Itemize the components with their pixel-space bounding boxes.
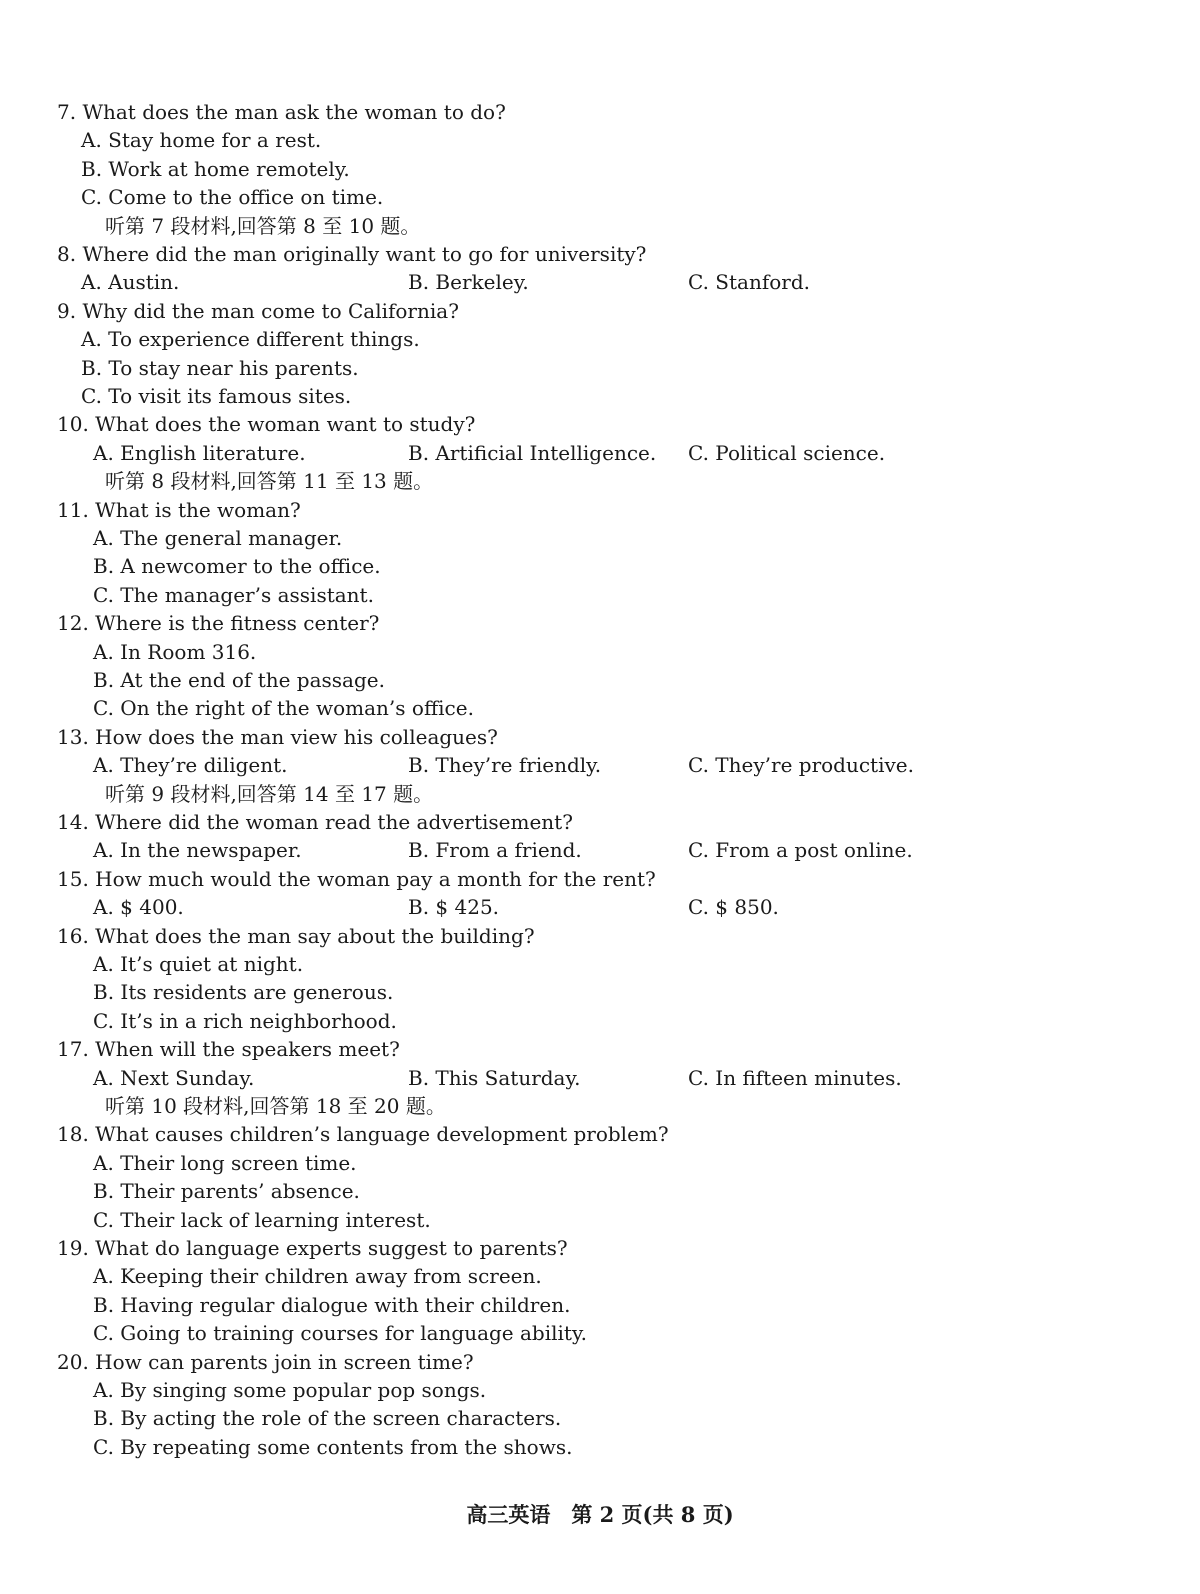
answer-option: C. It’s in a rich neighborhood. xyxy=(93,1008,397,1033)
answer-option: C. Stanford. xyxy=(688,270,811,295)
answer-option: A. In Room 316. xyxy=(93,639,257,664)
answer-option: B. $ 425. xyxy=(408,895,500,920)
question-text: 19. What do language experts suggest to parents? xyxy=(57,1236,568,1260)
answer-option: B. At the end of the passage. xyxy=(93,668,385,692)
answer-option: A. It’s quiet at night. xyxy=(93,952,304,976)
answer-option: A. Stay home for a rest. xyxy=(81,128,322,153)
answer-option: B. To stay near his parents. xyxy=(81,355,359,380)
answer-option: A. By singing some popular pop songs. xyxy=(93,1378,487,1402)
answer-option: B. They’re friendly. xyxy=(408,753,602,778)
answer-option: C. From a post online. xyxy=(688,838,913,863)
answer-option: B. Work at home remotely. xyxy=(81,156,350,181)
question-text: 7. What does the man ask the woman to do? xyxy=(57,100,506,124)
question-text: 9. Why did the man come to California? xyxy=(57,298,459,323)
question-text: 14. Where did the woman read the advertisement? xyxy=(57,810,573,834)
question-text: 17. When will the speakers meet? xyxy=(57,1037,400,1062)
answer-option: A. $ 400. xyxy=(93,895,184,920)
answer-option: B. Their parents’ absence. xyxy=(93,1179,360,1204)
question-text: 10. What does the woman want to study? xyxy=(57,412,476,437)
question-text: 16. What does the man say about the building? xyxy=(57,923,535,948)
question-text: 18. What causes children’s language development problem? xyxy=(57,1122,669,1147)
section-instruction: 听第 9 段材料,回答第 14 至 17 题。 xyxy=(105,781,434,806)
answer-option: B. Having regular dialogue with their children. xyxy=(93,1292,571,1317)
answer-option: B. By acting the role of the screen characters. xyxy=(93,1406,562,1431)
answer-option: C. Their lack of learning interest. xyxy=(93,1207,431,1232)
answer-option: B. This Saturday. xyxy=(408,1065,581,1090)
answer-option: B. From a friend. xyxy=(408,838,582,863)
question-text: 13. How does the man view his colleagues? xyxy=(57,724,498,749)
answer-option: A. Their long screen time. xyxy=(93,1150,357,1175)
section-instruction: 听第 10 段材料,回答第 18 至 20 题。 xyxy=(105,1094,446,1118)
answer-option: B. Berkeley. xyxy=(408,270,529,295)
question-text: 8. Where did the man originally want to go for university? xyxy=(57,242,647,266)
answer-option: A. Austin. xyxy=(81,270,180,295)
answer-option: C. On the right of the woman’s office. xyxy=(93,696,474,721)
page-footer: 高三英语 第 2 页(共 8 页) xyxy=(466,1502,734,1527)
answer-option: C. $ 850. xyxy=(688,895,779,920)
answer-option: A. English literature. xyxy=(93,440,306,465)
answer-option: A. Next Sunday. xyxy=(93,1065,255,1090)
answer-option: C. They’re productive. xyxy=(688,753,914,778)
answer-option: C. Political science. xyxy=(688,440,886,465)
section-instruction: 听第 8 段材料,回答第 11 至 13 题。 xyxy=(105,469,434,494)
question-text: 12. Where is the fitness center? xyxy=(57,611,380,636)
answer-option: C. Going to training courses for language ability. xyxy=(93,1321,587,1346)
answer-option: A. To experience different things. xyxy=(81,327,420,352)
answer-option: A. In the newspaper. xyxy=(93,838,302,863)
answer-option: C. The manager’s assistant. xyxy=(93,582,374,607)
answer-option: B. Artificial Intelligence. xyxy=(408,440,657,465)
question-text: 20. How can parents join in screen time? xyxy=(57,1349,474,1374)
answer-option: A. They’re diligent. xyxy=(93,753,288,778)
answer-option: B. Its residents are generous. xyxy=(93,980,394,1005)
answer-option: C. By repeating some contents from the shows. xyxy=(93,1434,573,1459)
question-text: 11. What is the woman? xyxy=(57,497,301,522)
answer-option: B. A newcomer to the office. xyxy=(93,554,381,579)
section-instruction: 听第 7 段材料,回答第 8 至 10 题。 xyxy=(105,213,421,238)
answer-option: C. In fifteen minutes. xyxy=(688,1065,902,1090)
answer-option: A. Keeping their children away from screen. xyxy=(93,1264,542,1289)
answer-option: C. To visit its famous sites. xyxy=(81,384,352,408)
answer-option: A. The general manager. xyxy=(93,526,343,550)
answer-option: C. Come to the office on time. xyxy=(81,185,384,210)
question-text: 15. How much would the woman pay a month for the rent? xyxy=(57,866,656,891)
